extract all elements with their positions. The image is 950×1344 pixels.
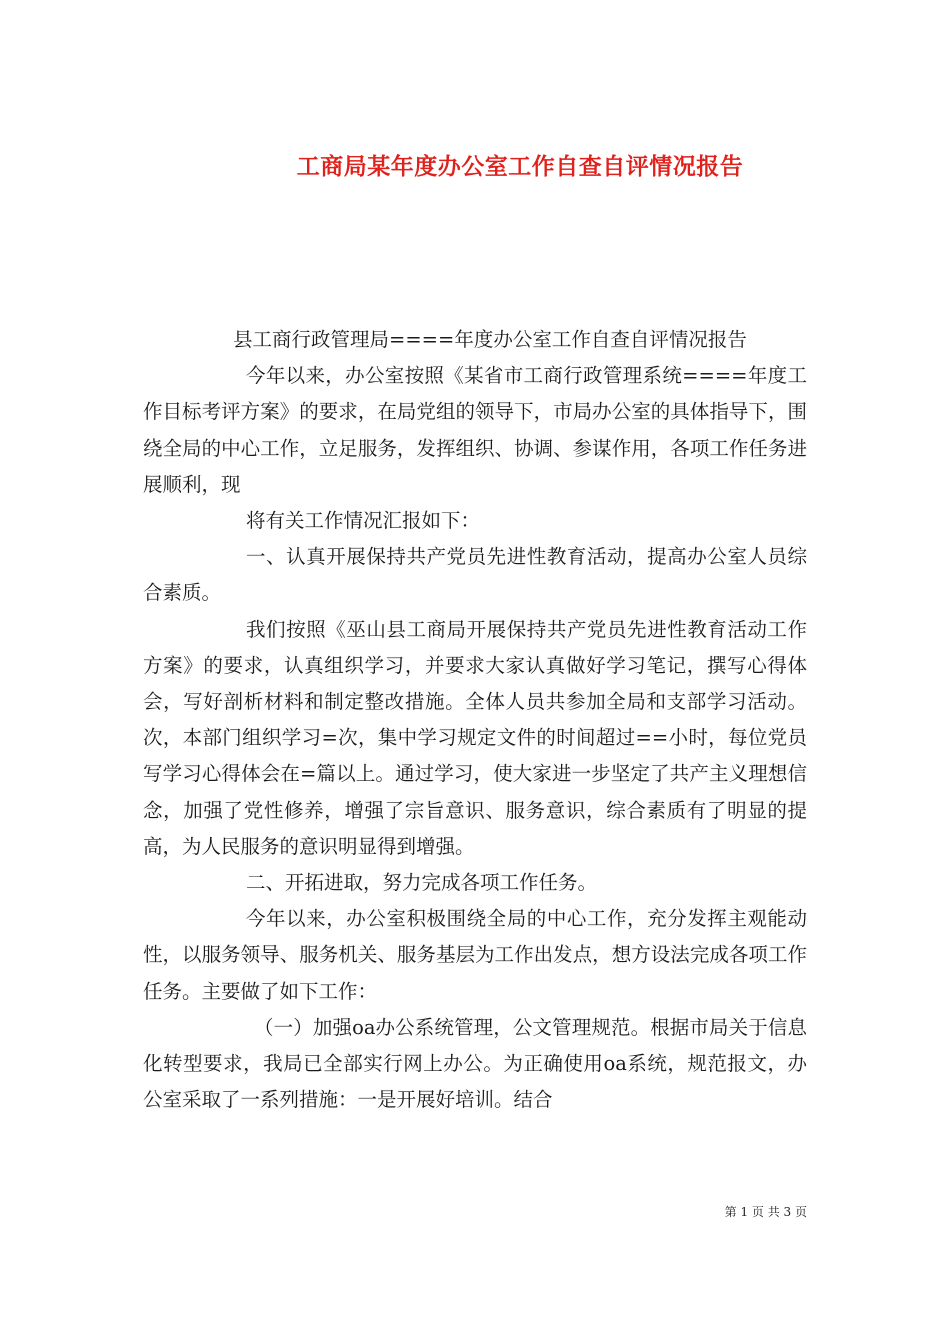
- document-body: [143, 322, 807, 1118]
- paragraph-study: 我们按照《巫山县工商局开展保持共产党员先进性教育活动工作方案》的要求，认真组织学习，并要求大家认真做好学习笔记，撰写心得体会，写好剖析材料和制定整改措施。全体人员共参加全局和支部学习活动。次，本部门组织学习=次，集中学习规定文件的时间超过==小时，每位党员写学习心得体会在=篇以上。通过学习，使大家进一步坚定了共产主义理想信念，加强了党性修养，增强了宗旨意识、服务意识，综合素质有了明显的提高，为人民服务的意识明显得到增强。: [143, 617, 807, 858]
- paragraph-intro: 今年以来，办公室按照《某省市工商行政管理系统====年度工作目标考评方案》的要求，在局党组的领导下，市局办公室的具体指导下，围绕全局的中心工作，立足服务，发挥组织、协调、参谋作用，各项工作任务进展顺利，现: [143, 364, 807, 496]
- paragraph-report-lead: 将有关工作情况汇报如下：: [246, 509, 481, 533]
- document-title: 工商局某年度办公室工作自查自评情况报告: [296, 153, 744, 181]
- page-number: 第 1 页 共 3 页: [724, 1205, 807, 1219]
- section-heading-2: 二、开拓进取，努力完成各项工作任务。: [246, 871, 598, 895]
- paragraph-oa-system: （一）加强oa办公系统管理，公文管理规范。根据市局关于信息化转型要求，我局已全部实行网上办公。为正确使用oa系统，规范报文，办公室采取了一系列措施：一是开展好培训。结合: [143, 1015, 807, 1112]
- document-subtitle: 县工商行政管理局====年度办公室工作自查自评情况报告: [233, 328, 747, 351]
- section-heading-1: 一、认真开展保持共产党员先进性教育活动，提高办公室人员综合素质。: [143, 545, 807, 605]
- paragraph-work: 今年以来，办公室积极围绕全局的中心工作，充分发挥主观能动性，以服务领导、服务机关、服务基层为工作出发点，想方设法完成各项工作任务。主要做了如下工作：: [143, 907, 807, 1003]
